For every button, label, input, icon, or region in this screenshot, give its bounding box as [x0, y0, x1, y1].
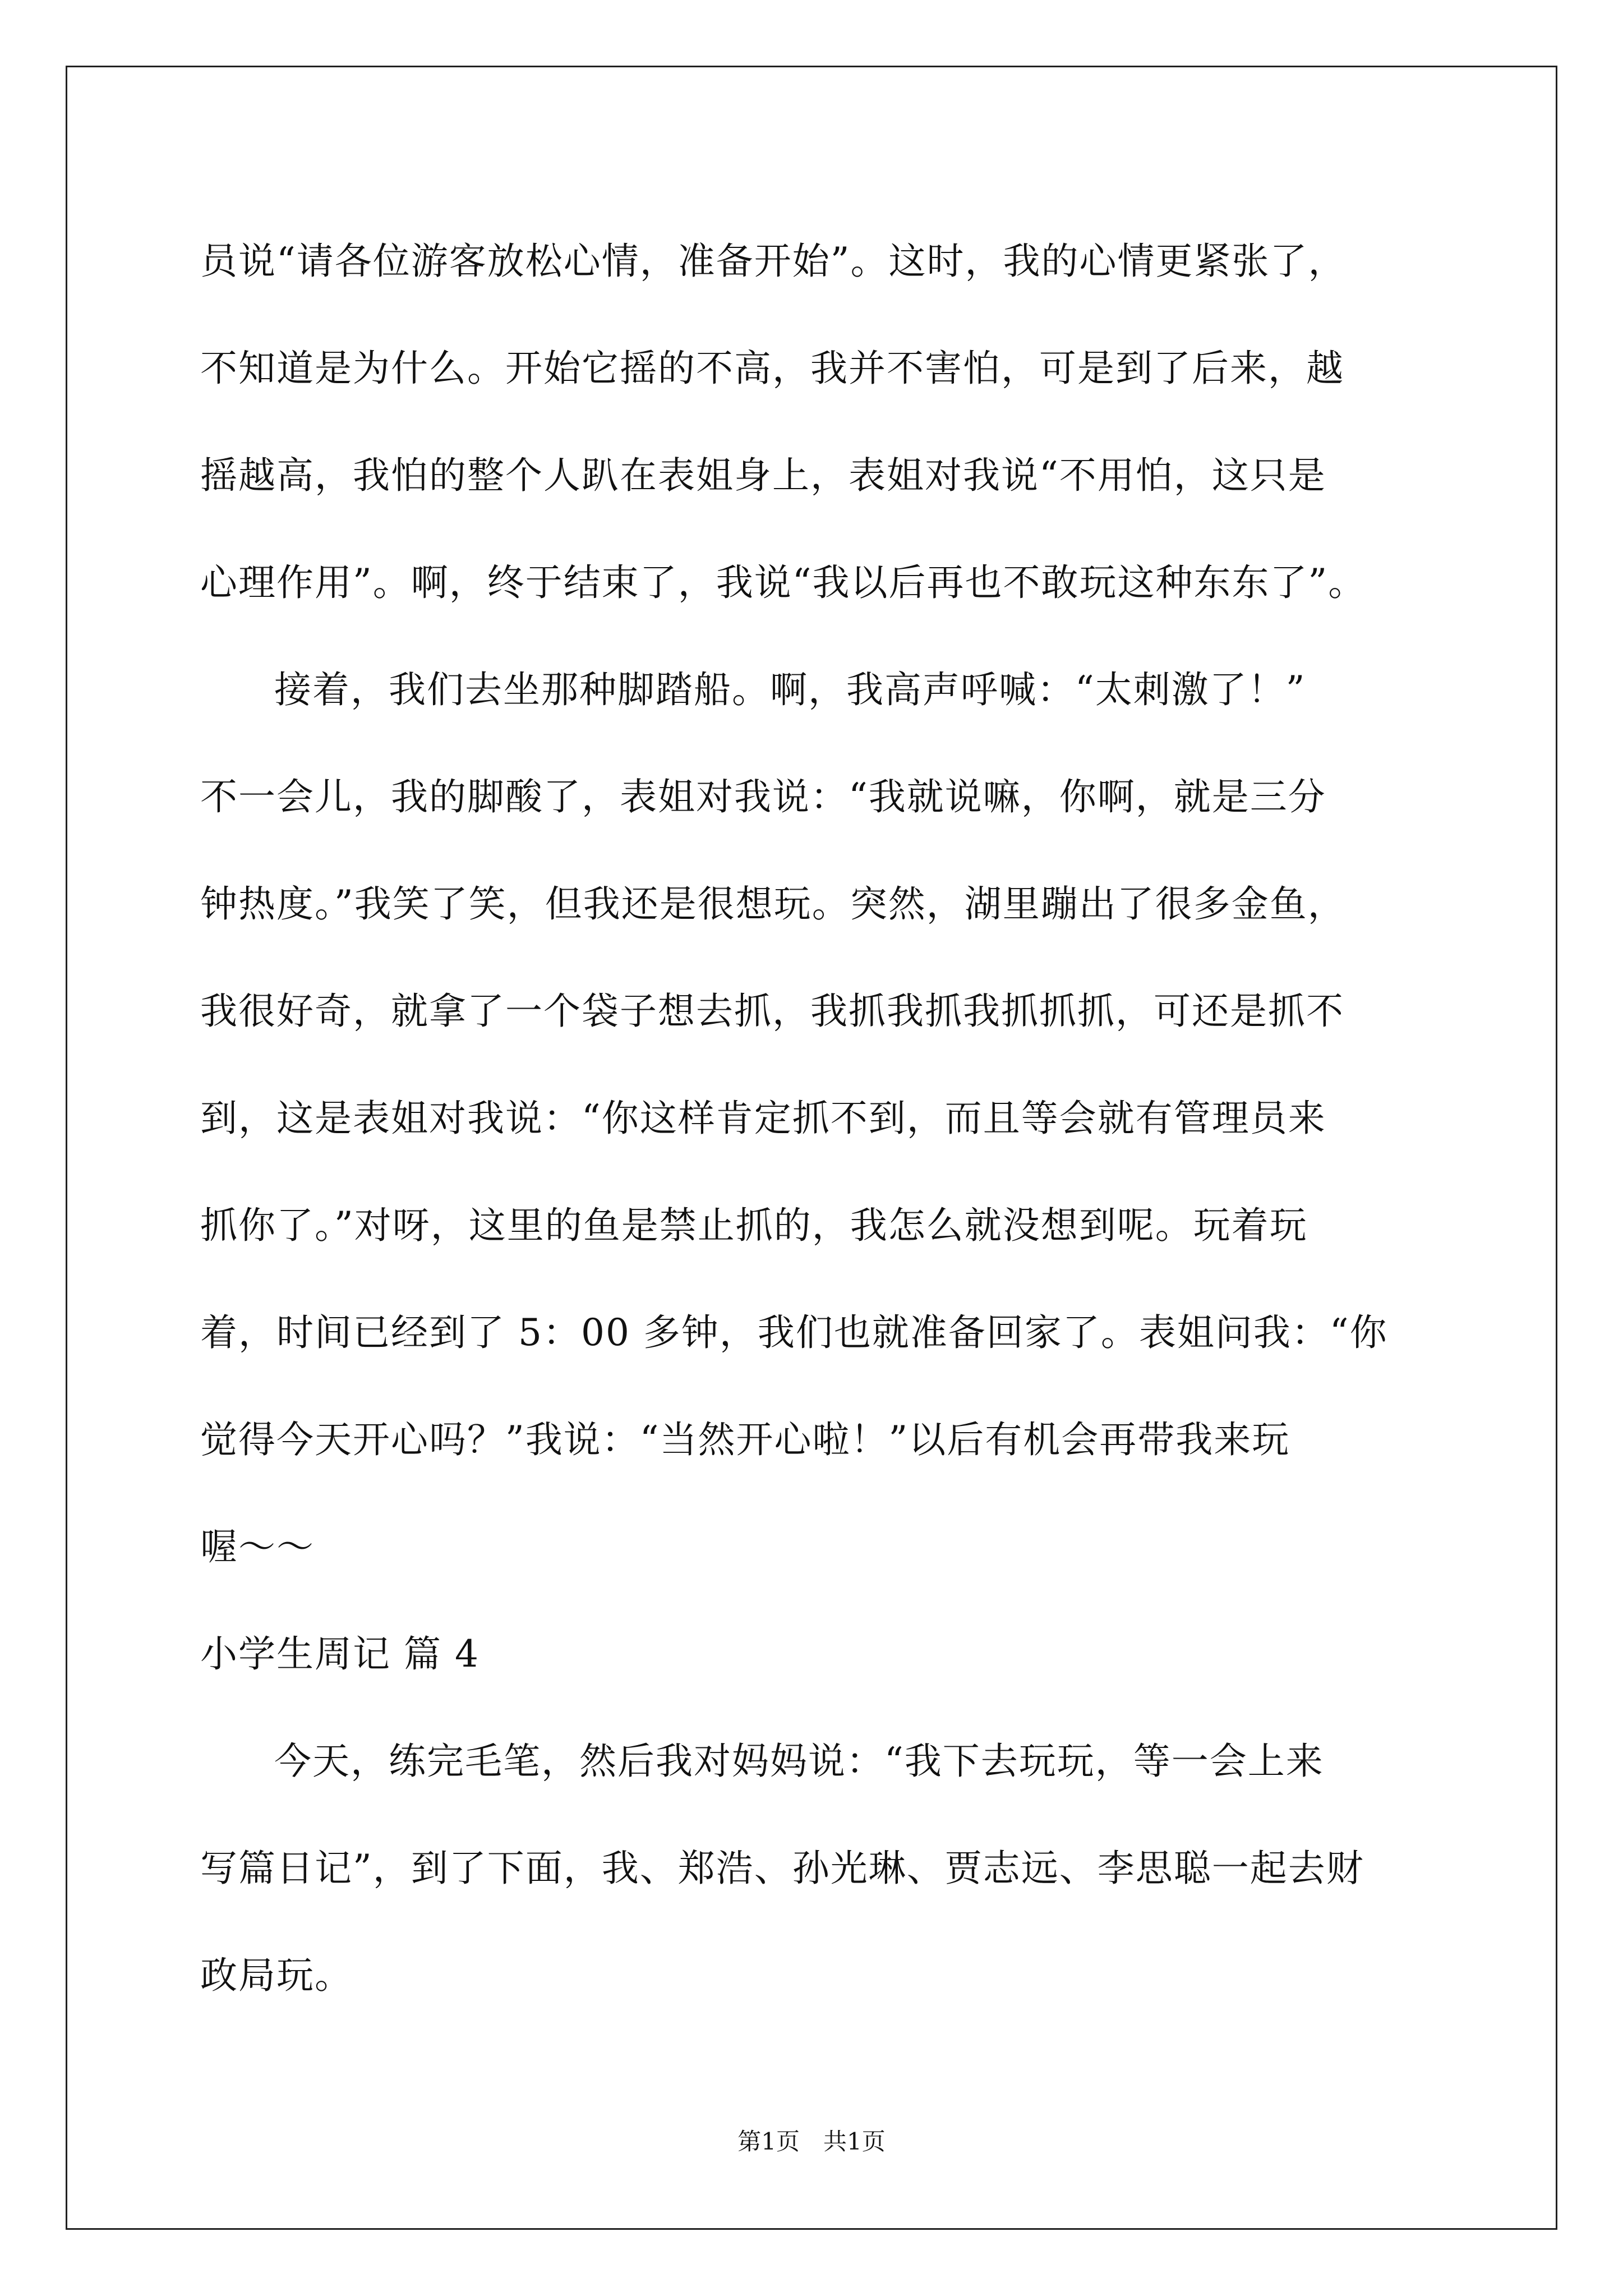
page-footer: 第1页 共1页 — [737, 2128, 886, 2155]
text-line: 觉得今天开心吗？”我说：“当然开心啦！”以后有机会再带我来玩 — [200, 1418, 1290, 1461]
text-line: 钟热度。”我笑了笑，但我还是很想玩。突然，湖里蹦出了很多金鱼， — [200, 882, 1346, 926]
text-line: 不一会儿，我的脚酸了，表姐对我说：“我就说嘛，你啊，就是三分 — [200, 775, 1326, 818]
section-heading: 小学生周记 篇 4 — [200, 1632, 479, 1676]
text-line: 我很好奇，就拿了一个袋子想去抓，我抓我抓我抓抓抓，可还是抓不 — [200, 990, 1344, 1033]
text-line: 抓你了。”对呀，这里的鱼是禁止抓的，我怎么就没想到呢。玩着玩 — [200, 1204, 1308, 1247]
text-line: 着，时间已经到了 5：00 多钟，我们也就准备回家了。表姐问我：“你 — [200, 1311, 1388, 1354]
text-line: 今天，练完毛笔，然后我对妈妈说：“我下去玩玩，等一会上来 — [274, 1740, 1324, 1783]
text-line: 到，这是表姐对我说：“你这样肯定抓不到，而且等会就有管理员来 — [200, 1097, 1326, 1140]
text-line: 接着，我们去坐那种脚踏船。啊，我高声呼喊：“太刺激了！” — [274, 668, 1306, 711]
text-line: 政局玩。 — [200, 1954, 353, 1997]
text-line: 摇越高，我怕的整个人趴在表姐身上，表姐对我说“不用怕，这只是 — [200, 454, 1326, 497]
text-line: 员说“请各位游客放松心情，准备开始”。这时，我的心情更紧张了， — [200, 240, 1347, 283]
document-body — [200, 208, 1468, 2029]
text-line: 不知道是为什么。开始它摇的不高，我并不害怕，可是到了后来，越 — [200, 347, 1344, 390]
text-line: 喔～～ — [200, 1525, 315, 1568]
text-line: 写篇日记”，到了下面，我、郑浩、孙光琳、贾志远、李思聪一起去财 — [200, 1847, 1364, 1890]
text-line: 心理作用”。啊，终于结束了，我说“我以后再也不敢玩这种东东了”。 — [200, 561, 1367, 604]
